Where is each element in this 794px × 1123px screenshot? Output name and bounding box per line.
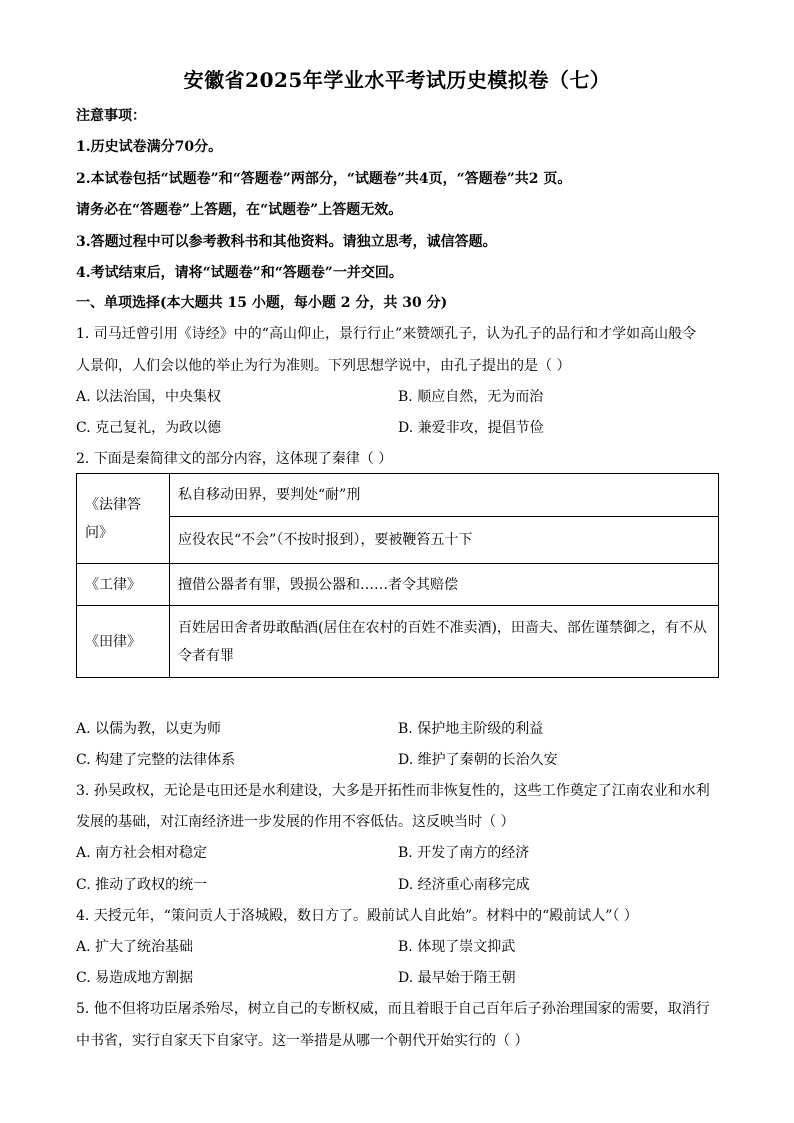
law-content-cont: 令者有罪: [178, 647, 234, 664]
law-content: 擅借公器者有罪，毁损公器和……者令其赔偿: [170, 564, 719, 606]
question-2-option-a: A. 以儒为教，以吏为师: [76, 721, 222, 737]
law-content: 私自移动田界，要判处“耐”刑: [170, 474, 719, 517]
question-2-option-b: B. 保护地主阶级的利益: [398, 721, 544, 737]
law-content: 应役农民“不会”（不按时报到），要被鞭笞五十下: [170, 517, 719, 564]
question-3-option-b: B. 开发了南方的经济: [398, 845, 530, 861]
question-1-option-a: A. 以法治国，中央集权: [76, 389, 222, 405]
notice-item-2: 2.本试卷包括“试题卷”和“答题卷”两部分，“试题卷”共4页，“答题卷”共2 页。: [76, 171, 572, 187]
question-3-option-d: D. 经济重心南移完成: [398, 877, 530, 893]
question-4-option-c: C. 易造成地方割据: [76, 970, 194, 986]
question-2-option-c: C. 构建了完整的法律体系: [76, 752, 236, 768]
question-4-option-b: B. 体现了崇文抑武: [398, 939, 516, 955]
page-title: 安徽省2025年学业水平考试历史模拟卷（七）: [183, 68, 611, 92]
question-5-stem: 5. 他不但将功臣屠杀殆尽，树立自己的专断权威，而且着眼于自己百年后子孙治理国家的需要，取消行: [76, 1001, 710, 1017]
question-2-stem: 2. 下面是秦简律文的部分内容，这体现了秦律（ ）: [76, 451, 393, 467]
question-1-option-b: B. 顺应自然，无为而治: [398, 389, 544, 405]
question-4-stem: 4. 天授元年，“策问贡人于洛城殿，数日方了。殿前试人自此始”。材料中的“殿前试人”（ ）: [76, 908, 638, 924]
section-heading: 一、单项选择(本大题共 15 小题，每小题 2 分，共 30 分): [76, 295, 448, 311]
law-name: 《法律答: [85, 496, 141, 513]
law-name-cont: 问》: [85, 524, 113, 541]
notice-item-4: 4.考试结束后，请将“试题卷”和“答题卷”一并交回。: [76, 265, 403, 281]
law-name: 《田律》: [77, 606, 170, 678]
question-1-stem-cont: 人景仰，人们会以他的举止为行为准则。下列思想学说中，由孔子提出的是（ ）: [76, 358, 571, 374]
notice-item-3: 3.答题过程中可以参考教科书和其他资料。请独立思考，诚信答题。: [76, 234, 497, 250]
question-3-stem-cont: 发展的基础，对江南经济进一步发展的作用不容低估。这反映当时（ ）: [76, 814, 515, 830]
qin-law-table: [76, 473, 719, 678]
question-3-option-c: C. 推动了政权的统一: [76, 877, 208, 893]
question-1-option-d: D. 兼爱非攻，提倡节俭: [398, 420, 544, 436]
law-name-cell: [77, 474, 170, 564]
question-2-option-d: D. 维护了秦朝的长治久安: [398, 752, 558, 768]
question-3-stem: 3. 孙吴政权，无论是屯田还是水利建设，大多是开拓性而非恢复性的，这些工作奠定了江南农业和水利: [76, 783, 710, 799]
law-content-cell: [170, 606, 719, 678]
law-name: 《工律》: [77, 564, 170, 606]
notice-item-1: 1.历史试卷满分70分。: [76, 139, 223, 155]
question-5-stem-cont: 中书省，实行自家天下自家守。这一举措是从哪一个朝代开始实行的（ ）: [76, 1033, 529, 1049]
question-1-option-c: C. 克己复礼，为政以德: [76, 420, 222, 436]
question-4-option-a: A. 扩大了统治基础: [76, 939, 194, 955]
law-content: 百姓居田舍者毋敢酤酒(居住在农村的百姓不准卖酒)，田啬夫、部佐谨禁御之，有不从: [178, 619, 707, 636]
notice-heading: 注意事项：: [76, 108, 146, 124]
notice-item-2-cont: 请务必在“答题卷”上答题，在“试题卷”上答题无效。: [76, 202, 403, 218]
question-1-stem: 1. 司马迁曾引用《诗经》中的“高山仰止，景行行止”来赞颂孔子，认为孔子的品行和才学如高山般令: [76, 326, 697, 342]
question-3-option-a: A. 南方社会相对稳定: [76, 845, 208, 861]
question-4-option-d: D. 最早始于隋王朝: [398, 970, 516, 986]
